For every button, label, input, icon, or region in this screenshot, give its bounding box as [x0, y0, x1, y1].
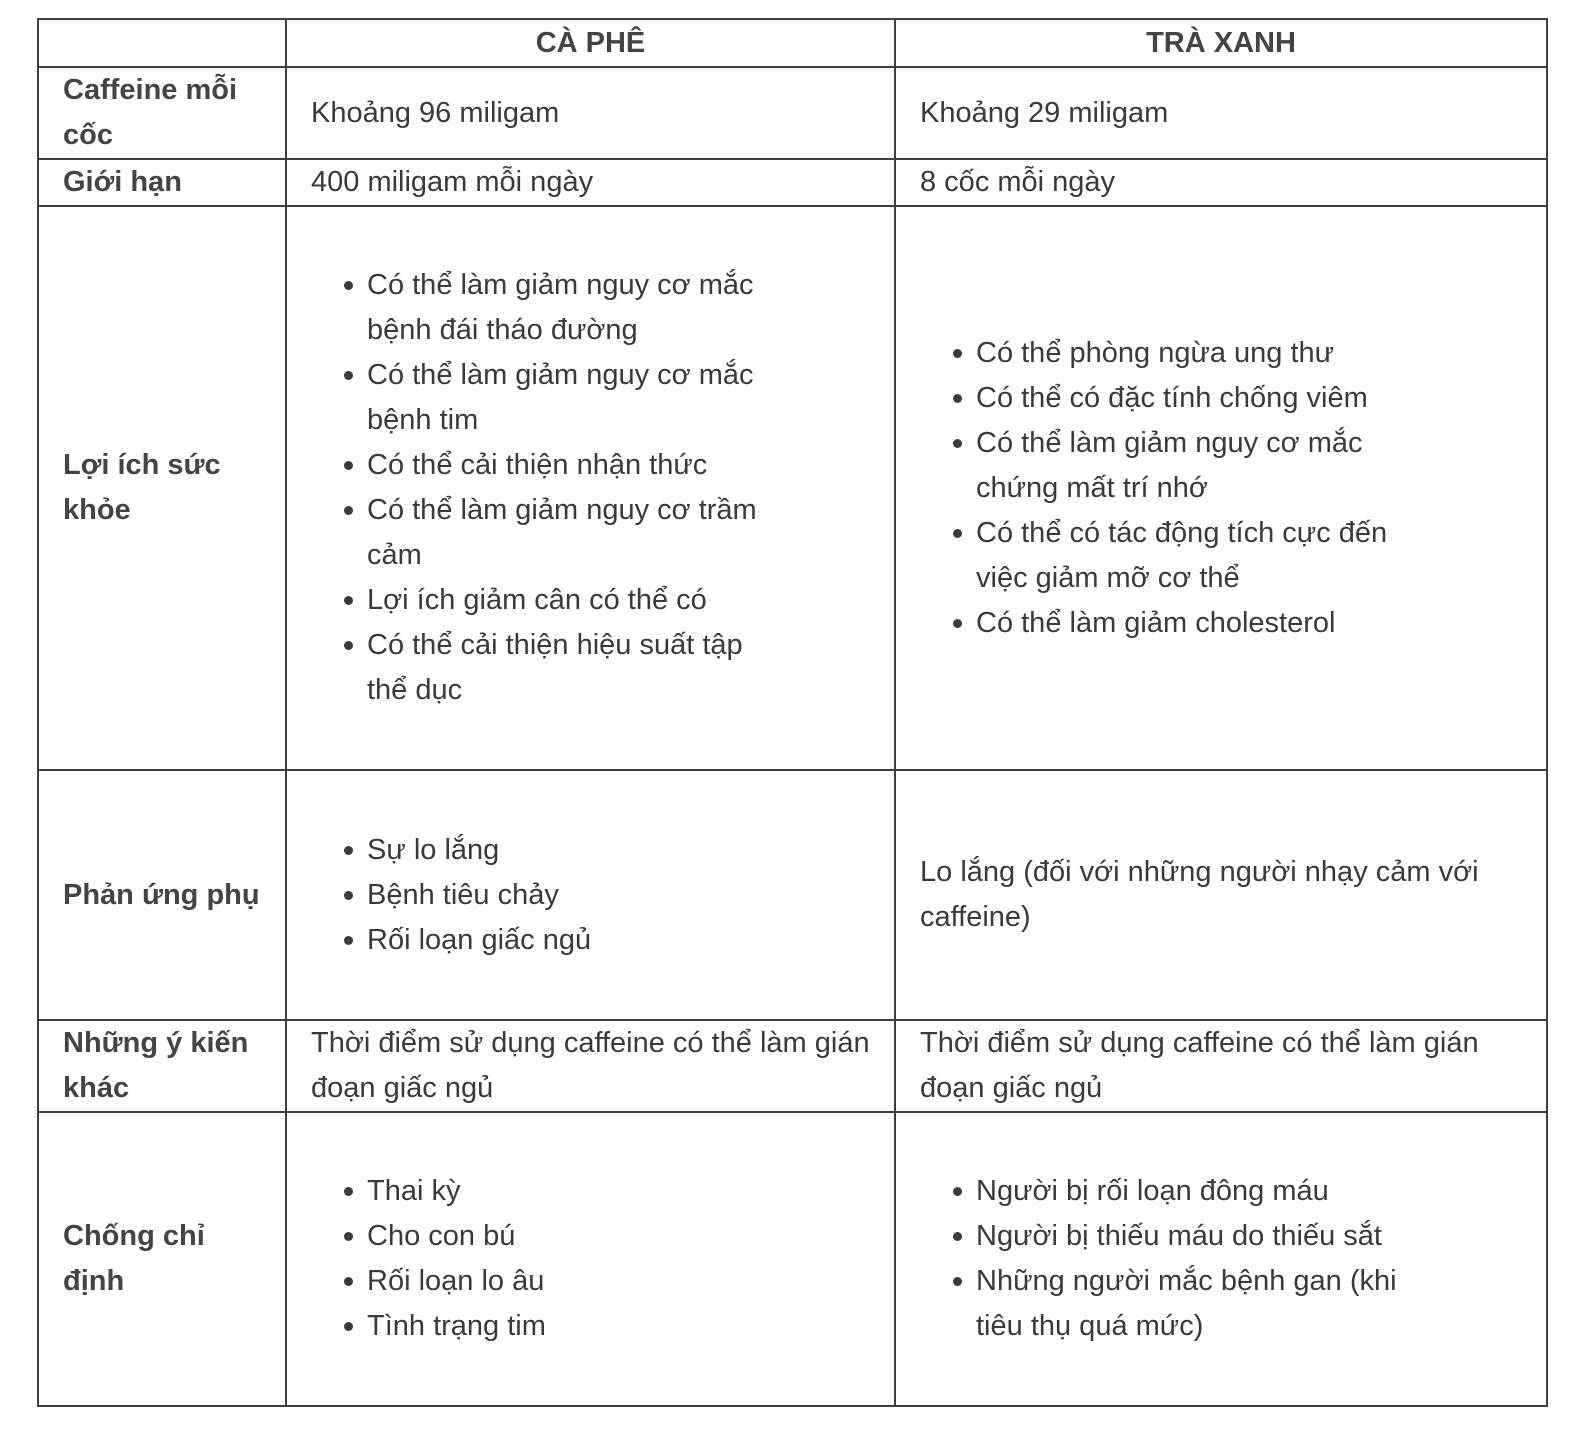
- cell-coffee-health-benefits: [286, 206, 895, 770]
- list-item: Những người mắc bệnh gan (khi tiêu thụ quá mức): [953, 1259, 1423, 1349]
- list-item: Có thể cải thiện nhận thức: [344, 443, 784, 488]
- list-item: Có thể làm giảm nguy cơ mắc bệnh tim: [344, 353, 784, 443]
- table-row: [38, 206, 1547, 770]
- column-header-green-tea: TRÀ XANH: [895, 19, 1547, 67]
- table-row: [38, 159, 1547, 206]
- list-item: Rối loạn giấc ngủ: [344, 918, 870, 963]
- cell-coffee-other-opinions: Thời điểm sử dụng caffeine có thể làm gián đoạn giấc ngủ: [286, 1020, 895, 1112]
- list-item: Có thể cải thiện hiệu suất tập thể dục: [344, 623, 784, 713]
- list-item: Có thể làm giảm nguy cơ mắc chứng mất trí nhớ: [953, 421, 1423, 511]
- corner-cell: [38, 19, 286, 67]
- list-item: Thai kỳ: [344, 1169, 870, 1214]
- table-row: [38, 1020, 1547, 1112]
- coffee-contraindications-list: [311, 1169, 870, 1349]
- cell-tea-other-opinions: Thời điểm sử dụng caffeine có thể làm gián đoạn giấc ngủ: [895, 1020, 1547, 1112]
- list-item: Có thể phòng ngừa ung thư: [953, 331, 1423, 376]
- header-row: [38, 19, 1547, 67]
- list-item: Có thể làm giảm cholesterol: [953, 601, 1423, 646]
- list-item: Sự lo lắng: [344, 828, 870, 873]
- cell-coffee-limit: 400 miligam mỗi ngày: [286, 159, 895, 206]
- list-item: Có thể làm giảm nguy cơ trầm cảm: [344, 488, 784, 578]
- row-label-health-benefits: Lợi ích sức khỏe: [38, 206, 286, 770]
- list-item: Người bị thiếu máu do thiếu sắt: [953, 1214, 1423, 1259]
- list-item: Có thể có đặc tính chống viêm: [953, 376, 1423, 421]
- tea-contraindications-list: [920, 1169, 1423, 1349]
- cell-coffee-caffeine: Khoảng 96 miligam: [286, 67, 895, 159]
- table-row: [38, 67, 1547, 159]
- row-label-side-effects: Phản ứng phụ: [38, 770, 286, 1020]
- cell-tea-limit: 8 cốc mỗi ngày: [895, 159, 1547, 206]
- table-row: [38, 770, 1547, 1020]
- table-row: [38, 1112, 1547, 1406]
- list-item: Có thể làm giảm nguy cơ mắc bệnh đái tháo đường: [344, 263, 784, 353]
- row-label-caffeine: Caffeine mỗi cốc: [38, 67, 286, 159]
- column-header-coffee: CÀ PHÊ: [286, 19, 895, 67]
- list-item: Tình trạng tim: [344, 1304, 870, 1349]
- tea-benefits-list: [920, 331, 1423, 646]
- cell-coffee-side-effects: [286, 770, 895, 1020]
- coffee-side-effects-list: [311, 828, 870, 963]
- row-label-other-opinions: Những ý kiến khác: [38, 1020, 286, 1112]
- list-item: Có thể có tác động tích cực đến việc giảm mỡ cơ thể: [953, 511, 1423, 601]
- row-label-limit: Giới hạn: [38, 159, 286, 206]
- list-item: Bệnh tiêu chảy: [344, 873, 870, 918]
- cell-tea-contraindications: [895, 1112, 1547, 1406]
- cell-tea-caffeine: Khoảng 29 miligam: [895, 67, 1547, 159]
- cell-tea-side-effects: Lo lắng (đối với những người nhạy cảm với caffeine): [895, 770, 1547, 1020]
- list-item: Lợi ích giảm cân có thể có: [344, 578, 784, 623]
- list-item: Rối loạn lo âu: [344, 1259, 870, 1304]
- comparison-table: [37, 18, 1548, 1407]
- list-item: Cho con bú: [344, 1214, 870, 1259]
- coffee-benefits-list: [311, 263, 784, 713]
- row-label-contraindications: Chống chỉ định: [38, 1112, 286, 1406]
- list-item: Người bị rối loạn đông máu: [953, 1169, 1423, 1214]
- cell-coffee-contraindications: [286, 1112, 895, 1406]
- cell-tea-health-benefits: [895, 206, 1547, 770]
